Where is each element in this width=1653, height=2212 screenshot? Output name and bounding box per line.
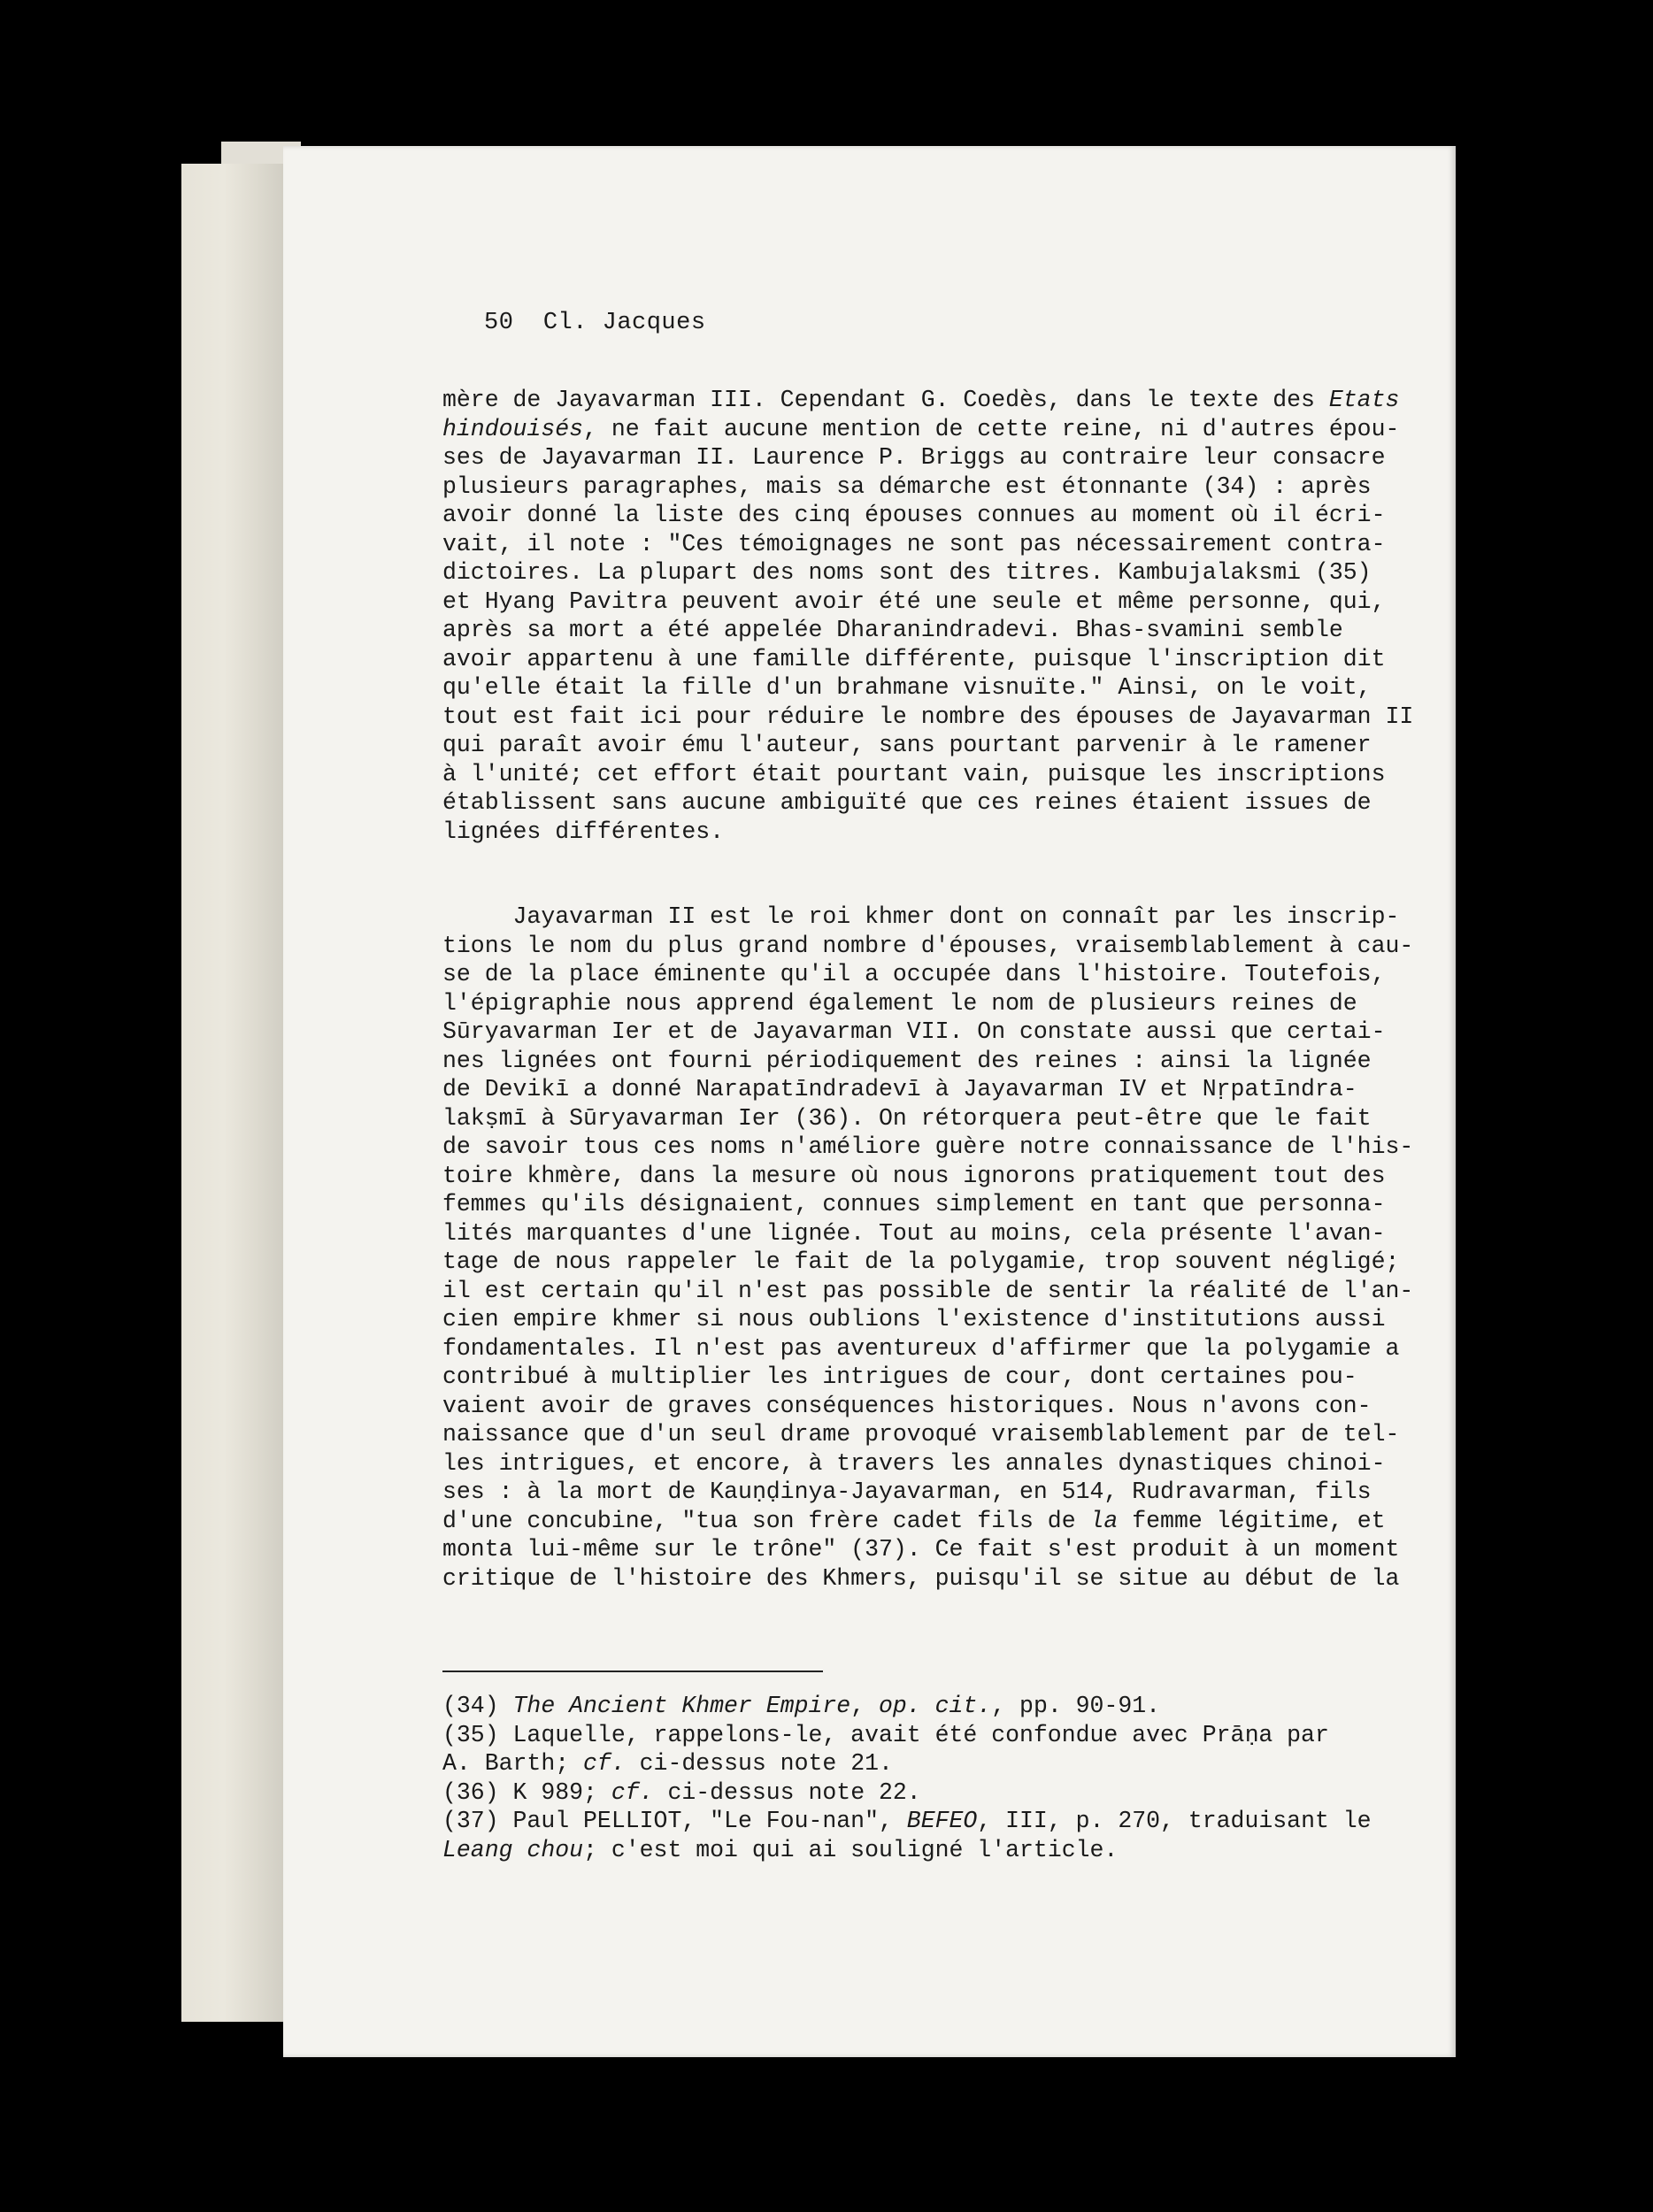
text-line: nes lignées ont fourni périodiquement des reines : ainsi la lignée xyxy=(442,1047,1372,1074)
text-line: qu'elle était la fille d'un brahmane visnuïte." Ainsi, on le voit, xyxy=(442,674,1372,701)
page-content xyxy=(442,310,1416,1864)
text-line: contribué à multiplier les intrigues de cour, dont certaines pou- xyxy=(442,1363,1357,1390)
paragraph-2 xyxy=(442,902,1416,1593)
author-name: Cl. Jacques xyxy=(542,310,706,336)
text-line: hindouisés, ne fait aucune mention de cette reine, ni d'autres épou- xyxy=(442,415,1400,442)
text-line: vaient avoir de graves conséquences historiques. Nous n'avons con- xyxy=(442,1392,1372,1419)
text-line: l'épigraphie nous apprend également le nom de plusieurs reines de xyxy=(442,989,1357,1017)
text-line: ses de Jayavarman II. Laurence P. Briggs au contraire leur consacre xyxy=(442,444,1386,471)
text-line: de savoir tous ces noms n'améliore guère notre connaissance de l'his- xyxy=(442,1133,1414,1160)
text-line: plusieurs paragraphes, mais sa démarche est étonnante (34) : après xyxy=(442,472,1372,500)
text-line: Sūryavarman Ier et de Jayavarman VII. On constate aussi que certai- xyxy=(442,1018,1386,1045)
text-line: ses : à la mort de Kauṇḍinya-Jayavarman, en 514, Rudravarman, fils xyxy=(442,1479,1372,1505)
text-line: après sa mort a été appelée Dharanindradevi. Bhas-svamini semble xyxy=(442,617,1343,643)
paragraph-1 xyxy=(442,386,1416,846)
text-line: avoir appartenu à une famille différente, puisque l'inscription dit xyxy=(442,645,1386,672)
text-line: vait, il note : "Ces témoignages ne sont pas nécessairement contra- xyxy=(442,530,1386,557)
footnote-line: (34) The Ancient Khmer Empire, op. cit., pp. 90-91. xyxy=(442,1693,1161,1719)
text-line: de Devikī a donné Narapatīndradevī à Jayavarman IV et Nṛpatīndra- xyxy=(442,1076,1357,1102)
footnote-rule xyxy=(442,1671,823,1672)
text-line: toire khmère, dans la mesure où nous ignorons pratiquement tout des xyxy=(442,1162,1386,1189)
text-line: tions le nom du plus grand nombre d'épouses, vraisemblablement à cau- xyxy=(442,932,1414,959)
text-line: les intrigues, et encore, à travers les annales dynastiques chinoi- xyxy=(442,1449,1386,1477)
text-line: d'une concubine, "tua son frère cadet fils de la femme légitime, et xyxy=(442,1507,1386,1534)
text-line: mère de Jayavarman III. Cependant G. Coedès, dans le texte des Etats xyxy=(442,387,1400,413)
text-line: critique de l'histoire des Khmers, puisqu'il se situe au début de la xyxy=(442,1564,1400,1592)
page-number: 50 xyxy=(484,310,514,336)
text-line: tout est fait ici pour réduire le nombre des épouses de Jayavarman II xyxy=(442,703,1414,730)
text-line: naissance que d'un seul drame provoqué vraisemblablement par de tel- xyxy=(442,1421,1400,1448)
text-line: dictoires. La plupart des noms sont des titres. Kambujalaksmi (35) xyxy=(442,559,1372,586)
text-line: Jayavarman II est le roi khmer dont on connaît par les inscrip- xyxy=(442,903,1400,930)
footnote-line: (35) Laquelle, rappelons-le, avait été confondue avec Prāṇa par xyxy=(442,1721,1329,1748)
paragraph-gap xyxy=(442,846,1416,902)
text-line: cien empire khmer si nous oublions l'existence d'institutions aussi xyxy=(442,1306,1386,1333)
footnote-line: (36) K 989; cf. ci-dessus note 22. xyxy=(442,1778,921,1806)
text-line: et Hyang Pavitra peuvent avoir été une seule et même personne, qui, xyxy=(442,588,1386,615)
book-page xyxy=(283,146,1456,2057)
text-line: monta lui-même sur le trône" (37). Ce fait s'est produit à un moment xyxy=(442,1536,1400,1563)
text-line: qui paraît avoir ému l'auteur, sans pourtant parvenir à le ramener xyxy=(442,732,1372,758)
text-line: se de la place éminente qu'il a occupée dans l'histoire. Toutefois, xyxy=(442,961,1386,987)
text-line: établissent sans aucune ambiguïté que ces reines étaient issues de xyxy=(442,789,1372,816)
text-line: femmes qu'ils désignaient, connues simplement en tant que personna- xyxy=(442,1191,1386,1217)
text-line: lités marquantes d'une lignée. Tout au moins, cela présente l'avan- xyxy=(442,1219,1386,1247)
text-line: lakṣmī à Sūryavarman Ier (36). On rétorquera peut-être que le fait xyxy=(442,1104,1372,1132)
text-line: il est certain qu'il n'est pas possible de sentir la réalité de l'an- xyxy=(442,1277,1414,1304)
footnotes xyxy=(442,1692,1416,1864)
text-line: tage de nous rappeler le fait de la polygamie, trop souvent négligé; xyxy=(442,1248,1400,1275)
running-header xyxy=(484,310,1416,336)
text-line: fondamentales. Il n'est pas aventureux d'affirmer que la polygamie a xyxy=(442,1334,1400,1362)
footnote-line: Leang chou; c'est moi qui ai souligné l'article. xyxy=(442,1836,1119,1863)
text-line: avoir donné la liste des cinq épouses connues au moment où il écri- xyxy=(442,502,1386,528)
text-line: lignées différentes. xyxy=(442,818,725,845)
text-line: à l'unité; cet effort était pourtant vain, puisque les inscriptions xyxy=(442,760,1386,787)
footnote-line: A. Barth; cf. ci-dessus note 21. xyxy=(442,1750,893,1777)
footnote-line: (37) Paul PELLIOT, "Le Fou-nan", BEFEO, III, p. 270, traduisant le xyxy=(442,1808,1372,1834)
page-stack-edge xyxy=(181,164,288,2022)
